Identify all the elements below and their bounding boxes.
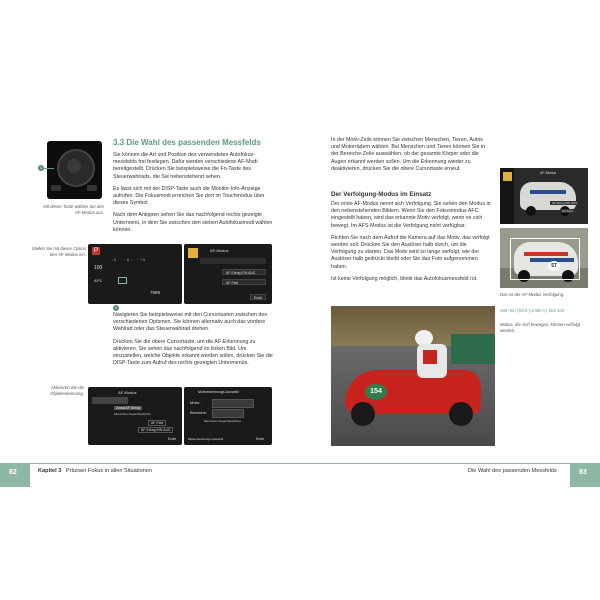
detection-item-3[interactable]: AF Feld	[148, 420, 166, 426]
right-footer-section: Die Wahl des passenden Messfelds	[468, 468, 557, 474]
subject-row3: Menschen Augen/Gesichter	[204, 419, 241, 423]
af-menu-row-3[interactable]: Ende	[250, 294, 266, 300]
shots-remaining: 7959	[150, 290, 161, 295]
subject-title: Motiverkennungs-Auswahl	[198, 390, 240, 394]
chapter-title: Präziser Fokus in allen Situationen	[65, 468, 153, 474]
subject-detection-screen	[184, 387, 272, 445]
right-intro: In der Motiv-Zeile können Sie zwischen Menschen, Tieren, Autos und Motorrädern wählen. Bei Menschen und Tieren können Sie in der Bereiche-Zeile auswählen, ob der gesamte Körper oder die Augen erkannt werden sollen. Um die Erkennung wieder zu deaktivieren, drücken Sie die obere Cursortaste erneut.	[331, 137, 486, 172]
right-paragraph-3: Ist keine Verfolgung möglich, blinkt das Autofokusmessfeld rot.	[331, 275, 478, 282]
detection-item-1[interactable]: Zonal AF Erkng	[116, 406, 141, 410]
left-page-number: 82	[9, 469, 17, 476]
subject-bottom-right[interactable]: Ende	[256, 437, 265, 441]
caption-af-detection: Aktivieren Sie die Objekterkennung.	[50, 385, 84, 396]
af-menu-row-1[interactable]: AF Erkng EIN AUS	[222, 269, 266, 275]
right-paragraph-1: Der erste AF-Modus nennt sich Verfolgung. Sie sehen den Modus in den nebenstehenden Bildern. Wenn Sie den Fokusmodus AFC eingestellt haben, wird das erkannte Motiv verfolgt, wenn es sich bewegt. Im AFS-Modus ist die Verfolgung nicht verfügbar.	[331, 201, 491, 229]
mode-badge: P	[93, 248, 98, 254]
section-heading	[113, 138, 261, 147]
right-page-number: 83	[579, 469, 587, 476]
af-menu-title: AF-Modus	[210, 248, 229, 253]
tracking-menu-row2[interactable]: AF Feld	[562, 209, 573, 213]
monitor-info-screen: P 100 -3 · · · 0 · · · +3 AFS 7959	[88, 244, 182, 304]
caption-fn-key: Mit dieser Taste wählen Sie den AF-Modus aus.	[43, 204, 104, 215]
paragraph-1: Sie können die Art und Position des verwendeten Autofokusmessfelds frei festlegen. Dafür werden verschiedene AF-Modi bereitgestellt. Drücken Sie beispielsweise die Fn-Taste des Steuerwahlrads, die Sie nebenstehend sehen.	[113, 152, 258, 180]
chapter-label: Kapitel 3	[38, 468, 62, 474]
caption-tracking: Das ist der AF-Modus Verfolgung.	[500, 292, 565, 297]
right-paragraph-2: Richten Sie nach dem Aufruf die Kamera auf das Motiv, das verfolgt werden soll. Drücken Sie den Auslöser halb durch, um die Verfolgung zu starten. Das Motiv wird so lange verfolgt, wie der Auslöser halb gedrückt bleibt oder Sie das Foto aufgenommen haben.	[331, 234, 490, 270]
caption-af-option: Stellen Sie mit dieser Option den AF-Modus ein.	[31, 246, 86, 257]
paragraph-5: Drücken Sie die obere Cursortaste, um die AF-Erkennung zu aktivieren. Sie sehen das nachfolgend im linken Bild. Um einzustellen, welche Objekte erkannt werden sollen, drücken Sie die DISP-Taste zum Aufruf des rechts gezeigten Untermenüs.	[113, 338, 273, 367]
detection-item-2: Menschen Augen/Gesichter	[114, 412, 151, 416]
subheading-tracking: Der Verfolgung-Modus im Einsatz	[331, 191, 432, 198]
tracking-screen-menu	[500, 168, 588, 224]
callout-1-icon: 1	[39, 165, 43, 170]
tracking-menu-title: AF-Modus	[540, 171, 557, 175]
subject-row2-label: Bereiche:	[190, 410, 207, 415]
tracking-menu-row1[interactable]: AF Erkng EIN AUS	[552, 201, 578, 205]
subject-bottom-left[interactable]: Motiverkennungs-Auswahl	[188, 437, 224, 441]
section-number: 3.3	[113, 138, 125, 147]
paragraph-2: Es lässt sich mit der DISP-Taste auch die Monitor-Info-Anzeige aufrufen. Die Fokusmodi erreichen Sie dort im Touchmodus über dieses Symbol.	[113, 185, 265, 207]
subject-row1-label: Motiv:	[190, 400, 201, 405]
tracking-screen-car	[500, 228, 588, 288]
af-detection-screen	[88, 387, 182, 445]
iso-value: 100	[94, 265, 103, 271]
af-mode-value: AFS	[94, 278, 102, 283]
section-title: Die Wahl des passenden Messfelds	[126, 138, 261, 147]
af-menu-row-2[interactable]: AF Feld	[222, 279, 266, 285]
race-number-badge: 154	[365, 384, 387, 400]
af-mode-menu-screen	[184, 244, 272, 304]
detection-title: AF-Modus	[118, 390, 137, 395]
camera-dial-photo	[47, 141, 102, 199]
callout-2-icon: 2	[114, 305, 118, 310]
race-photo	[331, 306, 495, 446]
caption-photo: Motive, die sich bewegen, können verfolgt werden.	[500, 322, 581, 333]
paragraph-3: Nach dem Antippen sehen Sie das nachfolgend rechts gezeigte Untermenü, in dem Sie zwischen den sieben Autofokusmodi wählen können.	[113, 212, 273, 233]
detection-bottom[interactable]: Ende	[168, 437, 177, 441]
left-footer-chapter	[38, 468, 152, 474]
detection-item-4[interactable]: AF Erkng EIN AUS	[138, 427, 173, 433]
paragraph-4: Navigieren Sie beispielsweise mit den Cursortasten zwischen den verschiedenen Optionen. Sie können alternativ auch das vordere Wahlrad oder das Steuerwahlrad drehen.	[113, 312, 268, 333]
car-number: 57	[548, 261, 560, 271]
photo-exif: 180 mm | f/5.6 | 1/400 s | ISO 100	[500, 308, 565, 313]
tracking-frame-icon	[510, 238, 580, 280]
